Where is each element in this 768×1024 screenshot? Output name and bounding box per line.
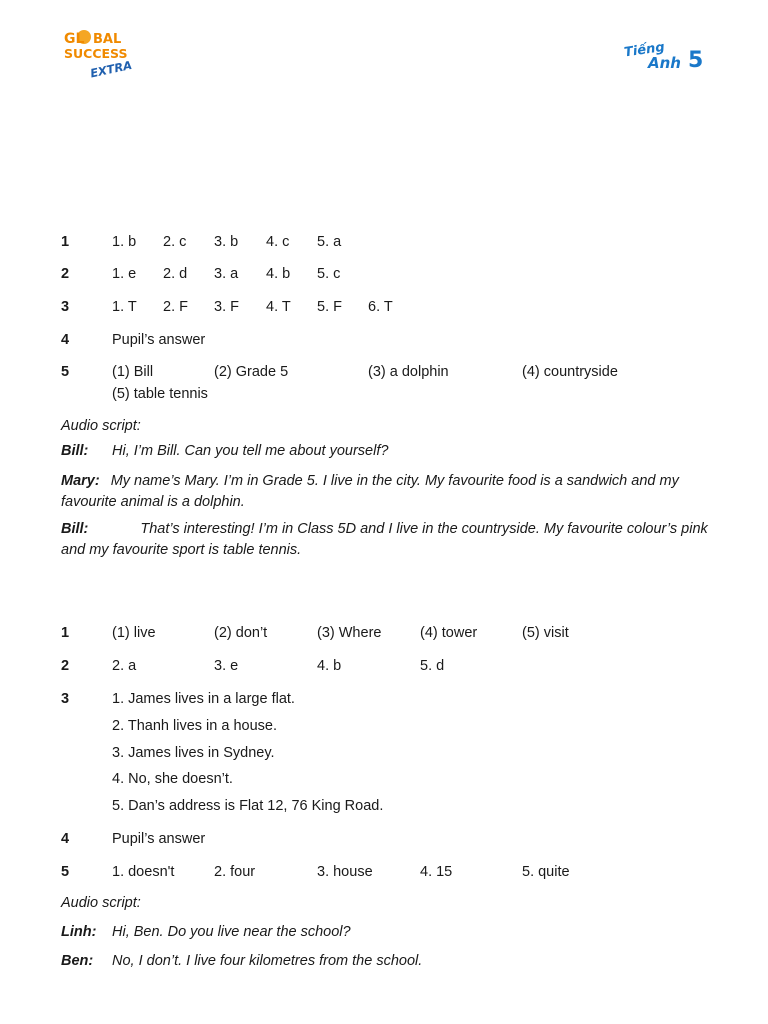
- answer-item: 3. e: [214, 658, 239, 674]
- answer-item: 2. a: [112, 658, 137, 674]
- answer-item: 4. b: [317, 658, 342, 674]
- answer-item: (4) tower: [420, 625, 478, 641]
- svg-text:EXTRA: EXTRA: [88, 57, 134, 80]
- speaker-name: Linh:: [61, 924, 97, 940]
- answer-item: 1. b: [112, 234, 137, 250]
- answer-item: 5. a: [317, 234, 342, 250]
- answer-item: 3. house: [317, 864, 373, 880]
- dialogue-paragraph: [61, 471, 721, 513]
- speaker-name: Mary:: [61, 473, 100, 489]
- dialogue-line: That’s interesting! I’m in Class 5D and I live in the countryside. My favourite colour’s pink and my favourite sport is table tennis.: [61, 521, 708, 558]
- answer-item: 4. b: [266, 266, 291, 282]
- speaker-name: Ben:: [61, 953, 94, 969]
- answer-item: 5. d: [420, 658, 445, 674]
- answer-item: 3. b: [214, 234, 239, 250]
- tieng-anh-5-logo: [622, 38, 710, 72]
- answer-sentence: 5. Dan’s address is Flat 12, 76 King Road.: [112, 798, 384, 814]
- global-success-extra-logo: [62, 26, 142, 80]
- dialogue-paragraph: [61, 519, 721, 561]
- answer-item: 1. e: [112, 266, 137, 282]
- answer-sentence: 3. James lives in Sydney.: [112, 745, 275, 761]
- answer-item: Pupil’s answer: [112, 831, 206, 847]
- exercise-number: 5: [61, 864, 70, 880]
- answer-item: 2. c: [163, 234, 187, 250]
- dialogue-line: No, I don’t. I live four kilometres from the school.: [112, 953, 423, 969]
- exercise-number: 1: [61, 234, 70, 250]
- answer-item: 2. four: [214, 864, 256, 880]
- exercise-number: 4: [61, 831, 70, 847]
- exercise-number: 4: [61, 332, 70, 348]
- answer-sentence: 1. James lives in a large flat.: [112, 691, 295, 707]
- answer-item: 2. F: [163, 299, 188, 315]
- answer-item: 3. a: [214, 266, 239, 282]
- svg-text:Anh: Anh: [648, 54, 681, 72]
- svg-text:Tiếng: Tiếng: [623, 39, 666, 61]
- answer-item: 1. doesn't: [112, 864, 175, 880]
- answer-item: Pupil’s answer: [112, 332, 206, 348]
- exercise-number: 5: [61, 364, 70, 380]
- answer-item: 4. 15: [420, 864, 453, 880]
- dialogue-line: Hi, Ben. Do you live near the school?: [112, 924, 351, 940]
- answer-item: 5. F: [317, 299, 342, 315]
- answer-item: 2. d: [163, 266, 188, 282]
- answer-sentence: 4. No, she doesn’t.: [112, 771, 233, 787]
- answer-item: (2) don’t: [214, 625, 268, 641]
- answer-item: (1) Bill: [112, 364, 154, 380]
- audio-script-label: Audio script:: [61, 895, 141, 911]
- answer-sentence: 2. Thanh lives in a house.: [112, 718, 277, 734]
- audio-script-label: Audio script:: [61, 418, 141, 434]
- exercise-number: 2: [61, 658, 70, 674]
- answer-item: (4) countryside: [522, 364, 618, 380]
- answer-item: (3) Where: [317, 625, 382, 641]
- answer-item: 6. T: [368, 299, 393, 315]
- exercise-number: 2: [61, 266, 70, 282]
- answer-item: 5. c: [317, 266, 341, 282]
- answer-item: 3. F: [214, 299, 239, 315]
- answer-item: (5) visit: [522, 625, 569, 641]
- answer-item: (1) live: [112, 625, 156, 641]
- svg-text:GL: GL: [64, 31, 85, 47]
- dialogue-line: Hi, I’m Bill. Can you tell me about yourself?: [112, 443, 389, 459]
- answer-item: (2) Grade 5: [214, 364, 289, 380]
- svg-text:SUCCESS: SUCCESS: [64, 46, 128, 61]
- answer-item: (5) table tennis: [112, 386, 208, 402]
- exercise-number: 3: [61, 691, 70, 707]
- speaker-name: Bill:: [61, 443, 89, 459]
- answer-item: 1. T: [112, 299, 137, 315]
- svg-text:5: 5: [688, 48, 704, 72]
- speaker-name: Bill:: [61, 521, 89, 537]
- exercise-number: 1: [61, 625, 70, 641]
- answer-item: 4. T: [266, 299, 291, 315]
- answer-item: 5. quite: [522, 864, 570, 880]
- dialogue-line: My name’s Mary. I’m in Grade 5. I live in the city. My favourite food is a sandwich and my favourite animal is a dolphin.: [61, 473, 679, 510]
- exercise-number: 3: [61, 299, 70, 315]
- answer-item: (3) a dolphin: [368, 364, 449, 380]
- svg-text:BAL: BAL: [93, 32, 122, 47]
- answer-item: 4. c: [266, 234, 290, 250]
